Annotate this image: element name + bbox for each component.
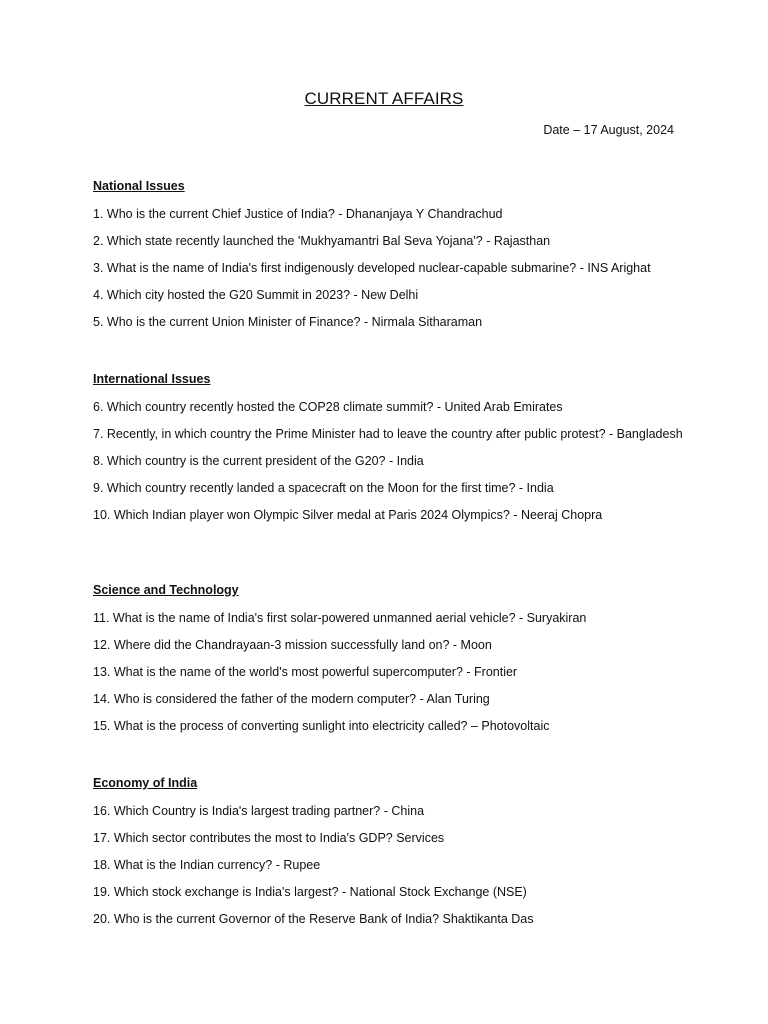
question-item: 4. Which city hosted the G20 Summit in 2023? - New Delhi: [93, 288, 419, 302]
document-date: Date – 17 August, 2024: [543, 123, 674, 137]
section-heading: National Issues: [93, 179, 185, 193]
question-item: 8. Which country is the current president of the G20? - India: [93, 454, 424, 468]
question-item: 10. Which Indian player won Olympic Silver medal at Paris 2024 Olympics? - Neeraj Chopra: [93, 508, 603, 522]
question-item: 7. Recently, in which country the Prime Minister had to leave the country after public protest? - Bangladesh: [93, 427, 683, 441]
section-heading: Science and Technology: [93, 583, 239, 597]
question-item: 6. Which country recently hosted the COP28 climate summit? - United Arab Emirates: [93, 400, 563, 414]
question-item: 17. Which sector contributes the most to India's GDP? Services: [93, 831, 445, 845]
question-item: 13. What is the name of the world's most powerful supercomputer? - Frontier: [93, 665, 518, 679]
section-international-issues: [93, 372, 683, 534]
question-item: 14. Who is considered the father of the modern computer? - Alan Turing: [93, 692, 490, 706]
page-title: CURRENT AFFAIRS: [304, 89, 464, 108]
question-item: 3. What is the name of India's first indigenously developed nuclear-capable submarine? - INS Arighat: [93, 261, 651, 275]
question-item: 18. What is the Indian currency? - Rupee: [93, 858, 321, 872]
section-heading: International Issues: [93, 372, 211, 386]
section-science-and-technology: [93, 583, 683, 745]
question-item: 9. Which country recently landed a spacecraft on the Moon for the first time? - India: [93, 481, 554, 495]
question-item: 20. Who is the current Governor of the Reserve Bank of India? Shaktikanta Das: [93, 912, 534, 926]
question-item: 1. Who is the current Chief Justice of India? - Dhananjaya Y Chandrachud: [93, 207, 503, 221]
question-item: 15. What is the process of converting sunlight into electricity called? – Photovoltaic: [93, 719, 550, 733]
question-item: 2. Which state recently launched the 'Mukhyamantri Bal Seva Yojana'? - Rajasthan: [93, 234, 551, 248]
section-economy-of-india: [93, 776, 683, 938]
question-item: 5. Who is the current Union Minister of Finance? - Nirmala Sitharaman: [93, 315, 483, 329]
question-item: 19. Which stock exchange is India's largest? - National Stock Exchange (NSE): [93, 885, 527, 899]
section-national-issues: [93, 179, 683, 341]
question-item: 16. Which Country is India's largest trading partner? - China: [93, 804, 425, 818]
question-item: 11. What is the name of India's first solar-powered unmanned aerial vehicle? - Suryakiran: [93, 611, 587, 625]
question-item: 12. Where did the Chandrayaan-3 mission successfully land on? - Moon: [93, 638, 492, 652]
section-heading: Economy of India: [93, 776, 198, 790]
